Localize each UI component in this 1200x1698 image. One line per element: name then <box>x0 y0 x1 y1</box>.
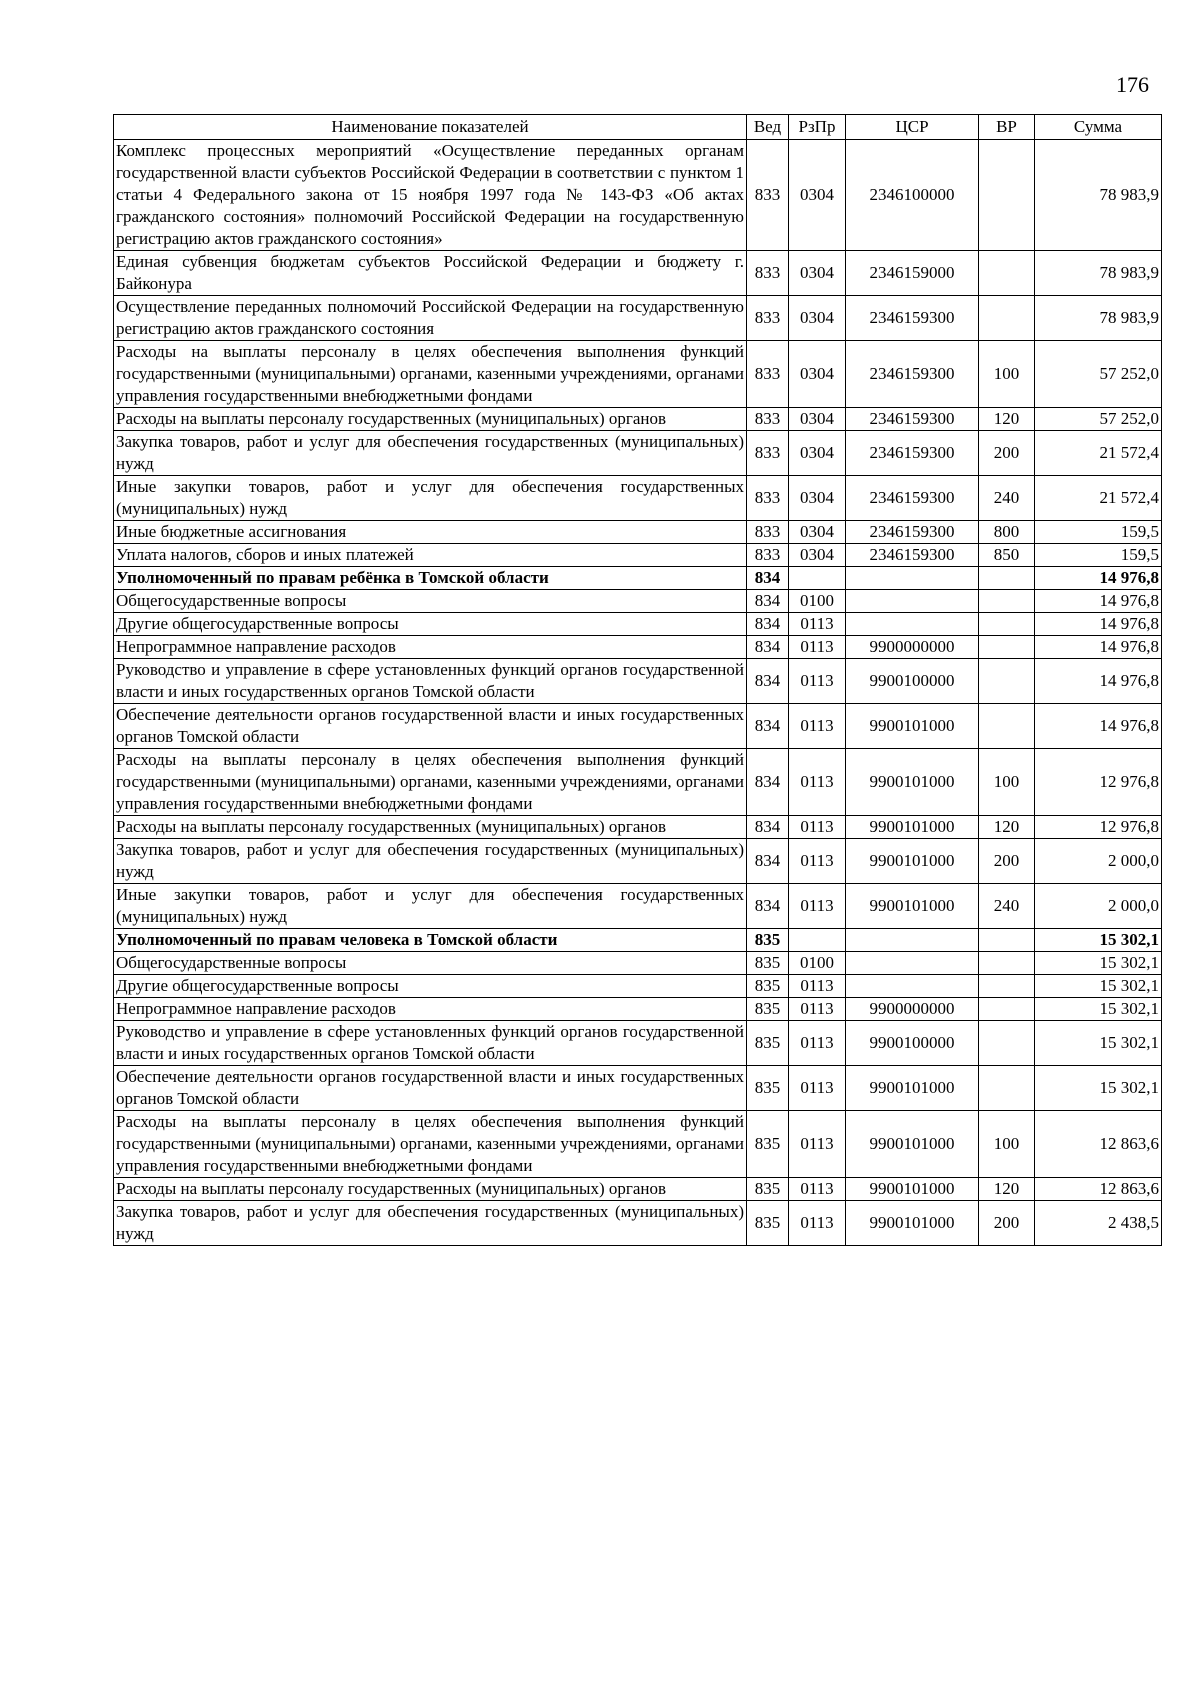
row-name: Расходы на выплаты персоналу в целях обеспечения выполнения функций государственными (муниципальными) органами, казенными учреждениями, органами управления государственными внебюджетными фондами <box>114 1111 747 1178</box>
row-rzpr: 0113 <box>789 613 846 636</box>
row-name: Закупка товаров, работ и услуг для обеспечения государственных (муниципальных) нужд <box>114 839 747 884</box>
row-csr: 2346100000 <box>846 140 979 251</box>
row-sum: 159,5 <box>1035 544 1162 567</box>
row-name: Комплекс процессных мероприятий «Осуществление переданных органам государственной власти субъектов Российской Федерации в соответствии с пунктом 1 статьи 4 Федерального закона от 15 ноября 1997 года № 143-ФЗ «Об актах гражданского состояния» полномочий Российской Федерации на государственную регистрацию актов гражданского состояния» <box>114 140 747 251</box>
table-row <box>114 659 1162 704</box>
table-row <box>114 952 1162 975</box>
row-vr: 200 <box>979 1201 1035 1246</box>
row-rzpr: 0304 <box>789 408 846 431</box>
table-row <box>114 884 1162 929</box>
row-rzpr: 0304 <box>789 476 846 521</box>
row-ved: 833 <box>747 544 789 567</box>
row-name: Руководство и управление в сфере установленных функций органов государственной власти и иных государственных органов Томской области <box>114 1021 747 1066</box>
row-vr <box>979 251 1035 296</box>
row-sum: 78 983,9 <box>1035 251 1162 296</box>
row-ved: 833 <box>747 251 789 296</box>
row-vr <box>979 636 1035 659</box>
table-row <box>114 749 1162 816</box>
row-rzpr <box>789 929 846 952</box>
row-ved: 834 <box>747 749 789 816</box>
row-sum: 12 976,8 <box>1035 816 1162 839</box>
row-ved: 834 <box>747 567 789 590</box>
row-ved: 833 <box>747 408 789 431</box>
row-vr <box>979 140 1035 251</box>
row-sum: 2 000,0 <box>1035 839 1162 884</box>
row-vr: 240 <box>979 476 1035 521</box>
row-name: Непрограммное направление расходов <box>114 998 747 1021</box>
row-ved: 833 <box>747 521 789 544</box>
row-rzpr: 0113 <box>789 816 846 839</box>
row-name: Непрограммное направление расходов <box>114 636 747 659</box>
table-row <box>114 816 1162 839</box>
row-sum: 159,5 <box>1035 521 1162 544</box>
row-vr <box>979 704 1035 749</box>
row-sum: 78 983,9 <box>1035 140 1162 251</box>
row-name: Осуществление переданных полномочий Российской Федерации на государственную регистрацию актов гражданского состояния <box>114 296 747 341</box>
table-row <box>114 636 1162 659</box>
row-ved: 833 <box>747 296 789 341</box>
row-vr <box>979 952 1035 975</box>
row-rzpr: 0113 <box>789 1111 846 1178</box>
row-rzpr: 0304 <box>789 140 846 251</box>
row-sum: 78 983,9 <box>1035 296 1162 341</box>
row-csr: 9900101000 <box>846 884 979 929</box>
column-header-rzpr: РзПр <box>789 115 846 140</box>
row-sum: 12 976,8 <box>1035 749 1162 816</box>
row-name: Закупка товаров, работ и услуг для обеспечения государственных (муниципальных) нужд <box>114 1201 747 1246</box>
row-ved: 835 <box>747 1021 789 1066</box>
row-name: Единая субвенция бюджетам субъектов Российской Федерации и бюджету г. Байконура <box>114 251 747 296</box>
page-number: 176 <box>1116 72 1149 97</box>
column-header-sum: Сумма <box>1035 115 1162 140</box>
row-rzpr: 0100 <box>789 590 846 613</box>
row-name: Расходы на выплаты персоналу в целях обеспечения выполнения функций государственными (муниципальными) органами, казенными учреждениями, органами управления государственными внебюджетными фондами <box>114 341 747 408</box>
row-ved: 835 <box>747 1178 789 1201</box>
row-name: Уплата налогов, сборов и иных платежей <box>114 544 747 567</box>
row-csr: 2346159300 <box>846 431 979 476</box>
row-csr <box>846 613 979 636</box>
row-name: Другие общегосударственные вопросы <box>114 613 747 636</box>
row-ved: 834 <box>747 636 789 659</box>
row-csr: 9900101000 <box>846 749 979 816</box>
row-csr: 9900101000 <box>846 704 979 749</box>
row-csr: 2346159300 <box>846 521 979 544</box>
row-ved: 835 <box>747 929 789 952</box>
table-row <box>114 613 1162 636</box>
row-name: Расходы на выплаты персоналу государственных (муниципальных) органов <box>114 816 747 839</box>
row-rzpr: 0113 <box>789 636 846 659</box>
column-header-csr: ЦСР <box>846 115 979 140</box>
row-name: Расходы на выплаты персоналу государственных (муниципальных) органов <box>114 408 747 431</box>
row-name: Закупка товаров, работ и услуг для обеспечения государственных (муниципальных) нужд <box>114 431 747 476</box>
row-vr: 120 <box>979 408 1035 431</box>
row-rzpr: 0304 <box>789 296 846 341</box>
row-name: Расходы на выплаты персоналу в целях обеспечения выполнения функций государственными (муниципальными) органами, казенными учреждениями, органами управления государственными внебюджетными фондами <box>114 749 747 816</box>
row-sum: 2 438,5 <box>1035 1201 1162 1246</box>
row-vr <box>979 590 1035 613</box>
row-csr: 9900101000 <box>846 1066 979 1111</box>
row-rzpr: 0304 <box>789 521 846 544</box>
row-sum: 15 302,1 <box>1035 1021 1162 1066</box>
row-vr <box>979 296 1035 341</box>
row-sum: 57 252,0 <box>1035 408 1162 431</box>
row-ved: 834 <box>747 613 789 636</box>
table-row <box>114 1021 1162 1066</box>
row-csr: 2346159300 <box>846 476 979 521</box>
table-row <box>114 998 1162 1021</box>
row-ved: 834 <box>747 816 789 839</box>
row-rzpr: 0304 <box>789 431 846 476</box>
row-csr: 2346159300 <box>846 296 979 341</box>
row-ved: 834 <box>747 659 789 704</box>
table-row <box>114 929 1162 952</box>
row-name: Уполномоченный по правам ребёнка в Томской области <box>114 567 747 590</box>
row-csr: 9900101000 <box>846 1201 979 1246</box>
row-ved: 834 <box>747 590 789 613</box>
row-sum: 14 976,8 <box>1035 659 1162 704</box>
column-header-vr: ВР <box>979 115 1035 140</box>
row-rzpr <box>789 567 846 590</box>
row-csr <box>846 590 979 613</box>
table-row <box>114 975 1162 998</box>
row-vr: 200 <box>979 839 1035 884</box>
table-row <box>114 341 1162 408</box>
row-csr: 9900000000 <box>846 998 979 1021</box>
row-csr: 9900100000 <box>846 659 979 704</box>
row-sum: 14 976,8 <box>1035 613 1162 636</box>
row-sum: 14 976,8 <box>1035 704 1162 749</box>
row-rzpr: 0113 <box>789 1066 846 1111</box>
table-row <box>114 544 1162 567</box>
table-row <box>114 408 1162 431</box>
table-row <box>114 476 1162 521</box>
budget-table <box>113 114 1162 1246</box>
row-ved: 834 <box>747 839 789 884</box>
row-sum: 15 302,1 <box>1035 998 1162 1021</box>
row-rzpr: 0304 <box>789 251 846 296</box>
row-name: Расходы на выплаты персоналу государственных (муниципальных) органов <box>114 1178 747 1201</box>
row-vr: 120 <box>979 1178 1035 1201</box>
table-row <box>114 1201 1162 1246</box>
row-name: Иные закупки товаров, работ и услуг для обеспечения государственных (муниципальных) нужд <box>114 884 747 929</box>
row-rzpr: 0113 <box>789 1201 846 1246</box>
row-rzpr: 0113 <box>789 1021 846 1066</box>
row-sum: 12 863,6 <box>1035 1178 1162 1201</box>
row-sum: 15 302,1 <box>1035 975 1162 998</box>
table-row <box>114 590 1162 613</box>
row-sum: 15 302,1 <box>1035 952 1162 975</box>
row-vr: 100 <box>979 749 1035 816</box>
table-row <box>114 1178 1162 1201</box>
row-vr <box>979 659 1035 704</box>
column-header-ved: Вед <box>747 115 789 140</box>
row-vr: 240 <box>979 884 1035 929</box>
row-rzpr: 0113 <box>789 998 846 1021</box>
row-csr: 9900101000 <box>846 816 979 839</box>
row-rzpr: 0304 <box>789 341 846 408</box>
table-row <box>114 431 1162 476</box>
row-ved: 833 <box>747 431 789 476</box>
row-csr <box>846 929 979 952</box>
row-rzpr: 0304 <box>789 544 846 567</box>
row-sum: 57 252,0 <box>1035 341 1162 408</box>
row-rzpr: 0113 <box>789 839 846 884</box>
table-row <box>114 140 1162 251</box>
row-vr: 200 <box>979 431 1035 476</box>
row-csr: 9900100000 <box>846 1021 979 1066</box>
row-name: Иные бюджетные ассигнования <box>114 521 747 544</box>
table-row <box>114 1066 1162 1111</box>
row-vr <box>979 929 1035 952</box>
row-sum: 14 976,8 <box>1035 567 1162 590</box>
row-name: Руководство и управление в сфере установленных функций органов государственной власти и иных государственных органов Томской области <box>114 659 747 704</box>
row-sum: 21 572,4 <box>1035 476 1162 521</box>
row-csr: 9900101000 <box>846 839 979 884</box>
row-rzpr: 0113 <box>789 749 846 816</box>
row-sum: 15 302,1 <box>1035 929 1162 952</box>
row-vr <box>979 1066 1035 1111</box>
table-header-row <box>114 115 1162 140</box>
row-sum: 12 863,6 <box>1035 1111 1162 1178</box>
row-sum: 15 302,1 <box>1035 1066 1162 1111</box>
row-csr: 2346159300 <box>846 341 979 408</box>
column-header-name: Наименование показателей <box>114 115 747 140</box>
row-sum: 2 000,0 <box>1035 884 1162 929</box>
row-vr <box>979 998 1035 1021</box>
row-rzpr: 0113 <box>789 659 846 704</box>
row-vr <box>979 975 1035 998</box>
row-vr <box>979 1021 1035 1066</box>
table-row <box>114 251 1162 296</box>
row-csr: 9900000000 <box>846 636 979 659</box>
row-sum: 14 976,8 <box>1035 636 1162 659</box>
row-rzpr: 0113 <box>789 704 846 749</box>
row-ved: 835 <box>747 998 789 1021</box>
table-row <box>114 296 1162 341</box>
row-vr: 100 <box>979 1111 1035 1178</box>
row-sum: 21 572,4 <box>1035 431 1162 476</box>
row-csr: 9900101000 <box>846 1178 979 1201</box>
row-vr: 100 <box>979 341 1035 408</box>
row-name: Общегосударственные вопросы <box>114 952 747 975</box>
row-rzpr: 0100 <box>789 952 846 975</box>
table-row <box>114 567 1162 590</box>
row-vr: 800 <box>979 521 1035 544</box>
row-ved: 835 <box>747 1066 789 1111</box>
row-csr <box>846 567 979 590</box>
row-csr <box>846 952 979 975</box>
row-name: Общегосударственные вопросы <box>114 590 747 613</box>
table-row <box>114 704 1162 749</box>
row-ved: 835 <box>747 1201 789 1246</box>
row-vr: 850 <box>979 544 1035 567</box>
row-csr: 9900101000 <box>846 1111 979 1178</box>
row-ved: 833 <box>747 140 789 251</box>
row-ved: 835 <box>747 975 789 998</box>
row-ved: 835 <box>747 1111 789 1178</box>
row-csr: 2346159000 <box>846 251 979 296</box>
row-ved: 834 <box>747 884 789 929</box>
row-name: Обеспечение деятельности органов государственной власти и иных государственных органов Томской области <box>114 704 747 749</box>
row-ved: 834 <box>747 704 789 749</box>
row-csr: 2346159300 <box>846 544 979 567</box>
row-vr <box>979 567 1035 590</box>
row-vr: 120 <box>979 816 1035 839</box>
table-row <box>114 839 1162 884</box>
row-csr <box>846 975 979 998</box>
table-row <box>114 521 1162 544</box>
row-ved: 835 <box>747 952 789 975</box>
row-name: Другие общегосударственные вопросы <box>114 975 747 998</box>
row-rzpr: 0113 <box>789 1178 846 1201</box>
row-sum: 14 976,8 <box>1035 590 1162 613</box>
row-ved: 833 <box>747 341 789 408</box>
row-csr: 2346159300 <box>846 408 979 431</box>
table-body <box>114 140 1162 1246</box>
row-rzpr: 0113 <box>789 884 846 929</box>
row-ved: 833 <box>747 476 789 521</box>
row-name: Иные закупки товаров, работ и услуг для обеспечения государственных (муниципальных) нужд <box>114 476 747 521</box>
row-name: Обеспечение деятельности органов государственной власти и иных государственных органов Томской области <box>114 1066 747 1111</box>
row-name: Уполномоченный по правам человека в Томской области <box>114 929 747 952</box>
row-rzpr: 0113 <box>789 975 846 998</box>
row-vr <box>979 613 1035 636</box>
table-row <box>114 1111 1162 1178</box>
